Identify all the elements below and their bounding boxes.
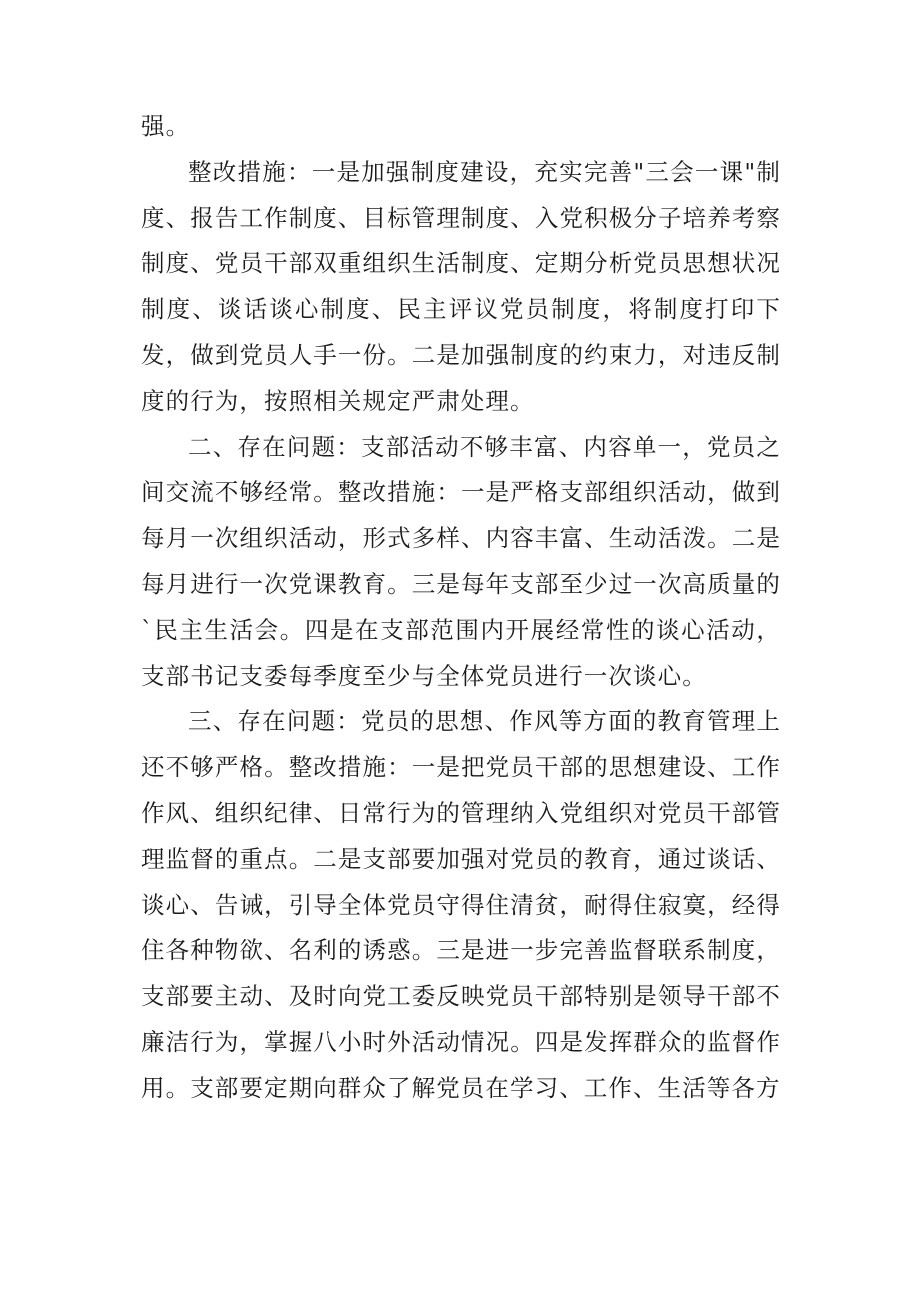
paragraph-rectification-measures: 整改措施：一是加强制度建设，充实完善"三会一课"制度、报告工作制度、目标管理制度、入党积极分子培养考察制度、党员干部双重组织生活制度、定期分析党员思想状况制度、谈话谈心制度、民主评议党员制度，将制度打印下发，做到党员人手一份。二是加强制度的约束力，对违反制度的行为，按照相关规定严肃处理。	[141, 157, 781, 415]
paragraph-issue-two: 二、存在问题：支部活动不够丰富、内容单一，党员之间交流不够经常。整改措施：一是严格支部组织活动，做到每月一次组织活动，形式多样、内容丰富、生动活泼。二是每月进行一次党课教育。三是每年支部至少过一次高质量的`民主生活会。四是在支部范围内开展经常性的谈心活动，支部书记支委每季度至少与全体党员进行一次谈心。	[141, 432, 781, 690]
paragraph-issue-three: 三、存在问题：党员的思想、作风等方面的教育管理上还不够严格。整改措施：一是把党员干部的思想建设、工作作风、组织纪律、日常行为的管理纳入党组织对党员干部管理监督的重点。二是支部要加强对党员的教育，通过谈话、谈心、告诫，引导全体党员守得住清贫，耐得住寂寞，经得住各种物欲、名利的诱惑。三是进一步完善监督联系制度，支部要主动、及时向党工委反映党员干部特别是领导干部不廉洁行为，掌握八小时外活动情况。四是发挥群众的监督作用。支部要定期向群众了解党员在学习、工作、生活等各方	[141, 707, 781, 1102]
paragraph-continuation: 强。	[141, 112, 191, 140]
document-body	[141, 104, 781, 1112]
